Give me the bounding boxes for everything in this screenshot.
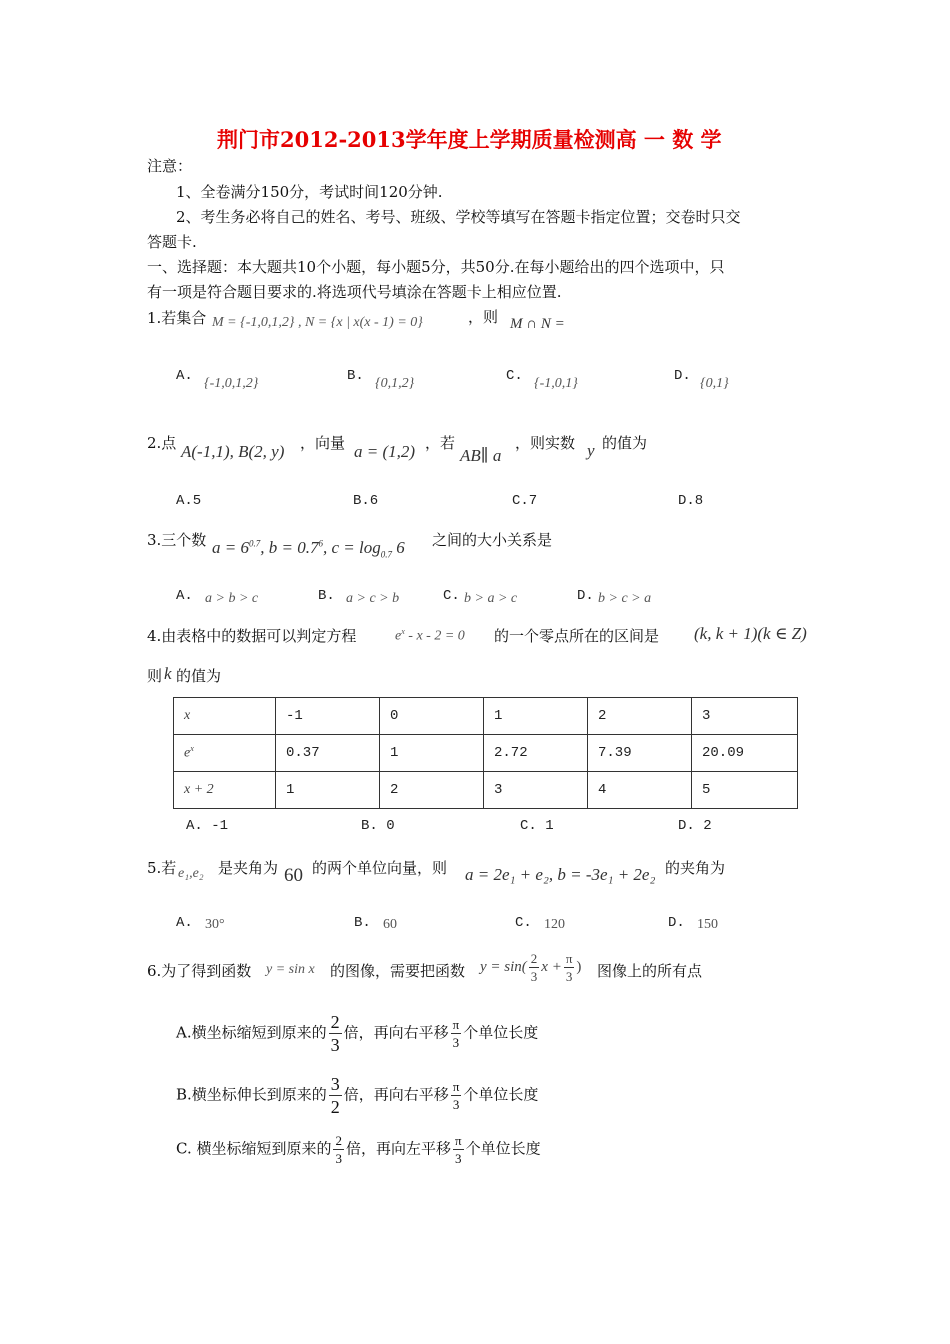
q6-text-3: 图像上的所有点 [597,962,703,980]
q6-text-2: 的图像，需要把函数 [330,962,466,980]
q1-question: M ∩ N = [510,316,565,332]
q2-text-4: ，则实数 [515,434,576,452]
q5-text-4: 的夹角为 [665,859,726,877]
note-item-1: 1、全卷满分150分，考试时间120分钟. [176,183,443,201]
q6-option-b: B.横坐标伸长到原来的 $\frac{3}{2}$ 倍，再向右平移 $\frac{\pi}{3}$ 个单位长度 [176,1074,539,1117]
q3-option-a: a > b > c [205,591,259,606]
q5-option-c-label: C. [515,915,532,931]
table-row [174,772,798,809]
q3-option-b-label: B. [318,588,335,604]
q3-option-d-label: D. [577,588,594,604]
q3-option-c: b > a > c [464,591,518,606]
q4-option-c: C. 1 [520,818,554,834]
q1-sets: M = {-1,0,1,2} , N = {x | x(x - 1) = 0} [212,315,423,330]
table-cell: x + 2 [174,772,276,809]
q3-expression: $a = 6^{0.7}$, $b = 0.7^6$, $c = \log_{0.7} 6$ [212,538,405,560]
table-cell: 2 [380,772,484,809]
q1-option-c-label: C. [506,368,523,384]
q4-line2-a: 则 [147,667,163,685]
q5-option-c: 120 [544,917,565,932]
q5-option-b-label: B. [354,915,371,931]
table-cell: -1 [276,698,380,735]
q4-option-a: A. -1 [186,818,229,834]
q1-option-d-label: D. [674,368,691,384]
q4-equation: $e^x - x - 2 = 0$ [395,627,465,644]
section-heading-line-2: 有一项是符合题目要求的.将选项代号填涂在答题卡上相应位置. [147,283,562,301]
q5-option-b: 60 [383,917,397,932]
values-table [173,697,798,809]
q2-prefix: 2.点 [147,434,177,452]
q4-interval: (k, k + 1)(k ∈ Z) [694,624,807,643]
q5-option-a-label: A. [176,915,193,931]
table-cell: 2.72 [484,735,588,772]
q2-option-a: A.5 [176,493,202,509]
q2-text-2: ，向量 [300,434,346,452]
q5-option-a: 30° [205,917,225,932]
table-row [174,735,798,772]
q4-prefix: 4.由表格中的数据可以判定方程 [147,627,357,645]
q1-option-b: {0,1,2} [375,376,415,391]
q5-option-d: 150 [697,917,718,932]
note-item-2-line-2: 答题卡. [147,233,197,251]
q6-function-2: y = sin( $\frac{2}{3}$ x + $\frac{\pi}{3}$ ) [480,951,582,984]
q5-unit-vectors: e₁,e₂ [178,866,204,881]
q3-option-c-label: C. [443,588,460,604]
q4-option-b: B. 0 [361,818,395,834]
q4-line2-k: k [164,664,172,683]
table-cell: 3 [484,772,588,809]
q5-option-d-label: D. [668,915,685,931]
q3-option-a-label: A. [176,588,193,604]
q6-option-c: C. 横坐标缩短到原来的 $\frac{2}{3}$ 倍，再向左平移 $\frac{\pi}{3}$ 个单位长度 [176,1133,541,1166]
q1-option-d: {0,1} [700,376,729,391]
table-cell: 1 [380,735,484,772]
table-cell: 4 [588,772,692,809]
q3-suffix: 之间的大小关系是 [432,531,553,549]
q1-option-c: {-1,0,1} [534,376,578,391]
q5-angle: 60 [284,865,303,886]
q5-prefix: 5.若 [147,859,177,877]
q6-prefix: 6.为了得到函数 [147,962,252,980]
table-cell: $e^x$ [174,735,276,772]
table-cell: 3 [692,698,798,735]
table-cell: 7.39 [588,735,692,772]
q1-mid: ，则 [468,308,499,326]
q5-vectors: a = 2e₁ + e₂, b = -3e₁ + 2e₂ [465,865,656,884]
table-cell: 5 [692,772,798,809]
q2-parallel: AB∥ a [460,446,502,465]
table-cell: 0.37 [276,735,380,772]
table-cell: 0 [380,698,484,735]
section-heading-line-1: 一、选择题：本大题共10个小题，每小题5分，共50分.在每小题给出的四个选项中，只 [147,258,725,276]
q2-option-c: C.7 [512,493,538,509]
q2-text-3: ，若 [425,434,456,452]
q2-text-5: 的值为 [602,434,648,452]
q6-function-1: y = sin x [266,962,315,977]
q1-option-a: {-1,0,1,2} [204,376,259,391]
q1-option-b-label: B. [347,368,364,384]
q2-option-b: B.6 [353,493,379,509]
q3-option-d: b > c > a [598,591,652,606]
q4-line2-b: 的值为 [176,667,222,685]
q5-text-2: 是夹角为 [218,859,279,877]
q1-option-a-label: A. [176,368,193,384]
q4-mid: 的一个零点所在的区间是 [494,627,660,645]
table-row [174,698,798,735]
table-cell: 1 [276,772,380,809]
table-cell: 20.09 [692,735,798,772]
page-title: 荆门市2012-2013学年度上学期质量检测高 一 数 学 [217,127,722,152]
q3-prefix: 3.三个数 [147,531,207,549]
q6-option-a: A.横坐标缩短到原来的 $\frac{2}{3}$ 倍，再向右平移 $\frac{\pi}{3}$ 个单位长度 [176,1012,539,1055]
q2-points: A(-1,1), B(2, y) [181,442,285,461]
table-cell: 2 [588,698,692,735]
table-cell: 1 [484,698,588,735]
q3-option-b: a > c > b [346,591,400,606]
table-cell: x [174,698,276,735]
note-item-2-line-1: 2、考生务必将自己的姓名、考号、班级、学校等填写在答题卡指定位置；交卷时只交 [176,208,741,226]
notes-heading: 注意： [147,157,193,175]
q2-option-d: D.8 [678,493,704,509]
q2-variable: y [587,441,595,460]
q5-text-3: 的两个单位向量，则 [312,859,448,877]
q1-prefix: 1.若集合 [147,309,207,327]
q2-vector: a = (1,2) [354,442,416,461]
q4-option-d: D. 2 [678,818,712,834]
